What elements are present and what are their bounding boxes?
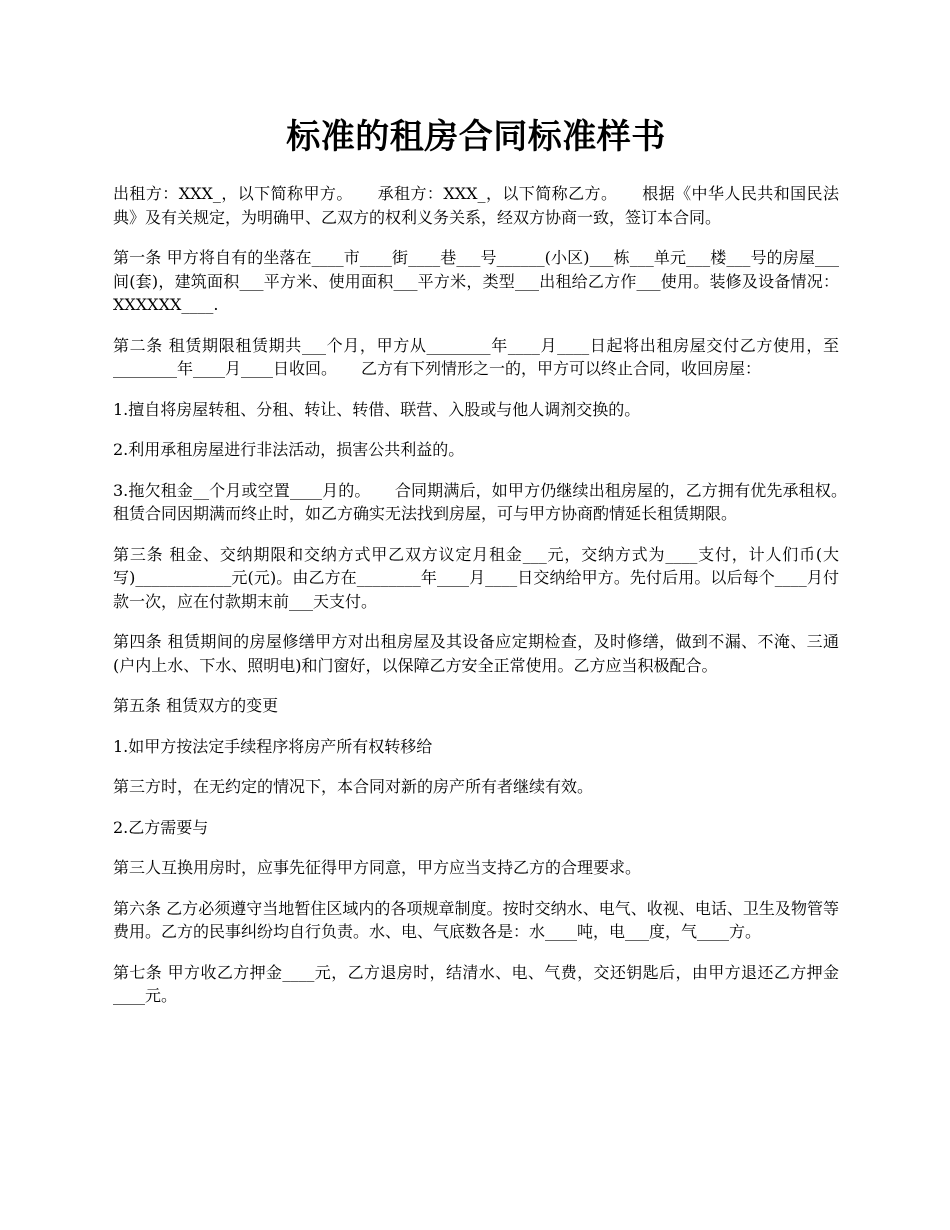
paragraph-article-2: 第二条 租赁期限租赁期共___个月，甲方从________年____月____日起将出租房屋交付乙方使用，至________年____月____日收回。 乙方有下列情形之一的，甲方可以终止合同，收回房屋：: [113, 335, 839, 378]
paragraph-article-6: 第六条 乙方必须遵守当地暂住区域内的各项规章制度。按时交纳水、电气、收视、电话、卫生及物管等费用。乙方的民事纠纷均自行负责。水、电、气底数各是：水____吨，电___度，气____方。: [113, 898, 839, 941]
paragraph-article-5: 第五条 租赁双方的变更: [113, 696, 279, 715]
paragraph-article-5-item-1: 1.如甲方按法定手续程序将房产所有权转移给: [113, 736, 433, 756]
paragraph-article-4: 第四条 租赁期间的房屋修缮甲方对出租房屋及其设备应定期检查，及时修缮，做到不漏、不淹、三通(户内上水、下水、照明电)和门窗好，以保障乙方安全正常使用。乙方应当积极配合。: [113, 632, 839, 675]
paragraph-article-1: 第一条 甲方将自有的坐落在____市____街____巷___号______(小区)___栋___单元___楼___号的房屋___间(套)，建筑面积___平方米、使用面积___平方米，类型___出租给乙方作___使用。装修及设备情况：XXXXXX____.: [113, 248, 839, 314]
paragraph-article-3: 第三条 租金、交纳期限和交纳方式甲乙双方议定月租金___元，交纳方式为____支付，计人们币(大写)____________元(元)。由乙方在________年____月____日交纳给甲方。先付后用。以后每个____月付款一次，应在付款期末前___天支付。: [113, 544, 839, 611]
paragraph-article-5-item-2-cont: 第三人互换用房时，应事先征得甲方同意，甲方应当支持乙方的合理要求。: [113, 858, 642, 877]
paragraph-article-5-item-2: 2.乙方需要与: [113, 817, 209, 837]
paragraph-item-1: 1.擅自将房屋转租、分租、转让、转借、联营、入股或与他人调剂交换的。: [113, 399, 641, 419]
paragraph-item-3: 3.拖欠租金__个月或空置____月的。 合同期满后，如甲方仍继续出租房屋的，乙方拥有优先承租权。 租赁合同因期满而终止时，如乙方确实无法找到房屋，可与甲方协商酌情延长租赁期限。: [113, 480, 872, 523]
document-page: [113, 0, 872, 1008]
paragraph-item-2: 2.利用承租房屋进行非法活动，损害公共利益的。: [113, 440, 465, 459]
paragraph-article-7: 第七条 甲方收乙方押金____元，乙方退房时，结清水、电、气费，交还钥匙后，由甲方退还乙方押金____元。: [113, 962, 839, 1005]
document-title: 标准的租房合同标准样书: [286, 117, 666, 157]
paragraph-parties: 出租方：XXX_，以下简称甲方。 承租方：XXX_，以下简称乙方。 根据《中华人民共和国民法典》及有关规定，为明确甲、乙双方的权利义务关系，经双方协商一致，签订本合同。: [113, 184, 839, 227]
paragraph-article-5-item-1-cont: 第三方时，在无约定的情况下，本合同对新的房产所有者继续有效。: [113, 777, 594, 796]
